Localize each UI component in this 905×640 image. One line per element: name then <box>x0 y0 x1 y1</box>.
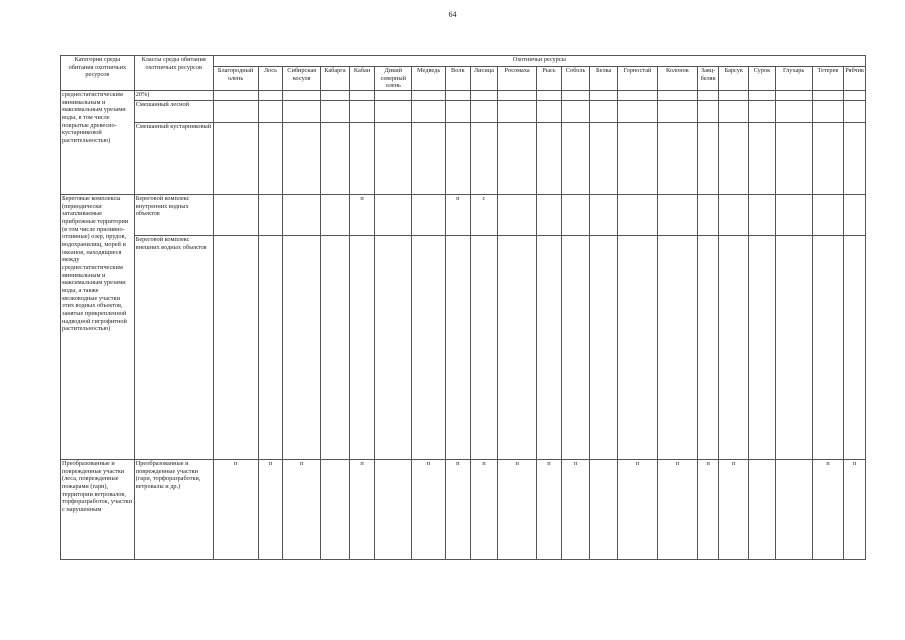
mark-cell <box>213 91 258 101</box>
species-header: Кабарга <box>321 67 350 91</box>
mark-cell <box>749 91 776 101</box>
mark-cell <box>321 460 350 560</box>
mark-cell <box>537 236 562 460</box>
mark-cell <box>812 123 844 195</box>
mark-cell: п <box>412 460 446 560</box>
mark-cell <box>470 91 498 101</box>
mark-cell <box>321 195 350 236</box>
mark-cell <box>498 101 537 123</box>
mark-cell <box>213 236 258 460</box>
species-header: Рысь <box>537 67 562 91</box>
mark-cell <box>775 101 812 123</box>
species-header: Белка <box>590 67 618 91</box>
mark-cell <box>412 195 446 236</box>
mark-cell <box>590 195 618 236</box>
mark-cell <box>258 91 283 101</box>
mark-cell <box>618 91 658 101</box>
mark-cell <box>283 91 321 101</box>
header-class: Классы среды обитания охотничьих ресурсов <box>134 56 213 91</box>
mark-cell <box>375 460 412 560</box>
mark-cell <box>561 236 590 460</box>
mark-cell <box>321 101 350 123</box>
mark-cell <box>719 101 749 123</box>
mark-cell <box>697 236 719 460</box>
mark-cell <box>375 91 412 101</box>
mark-cell <box>412 123 446 195</box>
species-header: Волк <box>446 67 471 91</box>
mark-cell <box>412 236 446 460</box>
mark-cell <box>775 195 812 236</box>
mark-cell <box>561 101 590 123</box>
table-row <box>61 195 866 236</box>
mark-cell <box>446 123 471 195</box>
mark-cell <box>561 195 590 236</box>
table-row <box>61 236 866 460</box>
mark-cell <box>719 195 749 236</box>
mark-cell <box>498 236 537 460</box>
species-header: Глухарь <box>775 67 812 91</box>
mark-cell <box>812 101 844 123</box>
mark-cell <box>749 195 776 236</box>
mark-cell: п <box>213 460 258 560</box>
mark-cell <box>590 123 618 195</box>
mark-cell: п <box>283 460 321 560</box>
mark-cell <box>446 236 471 460</box>
table-row <box>61 123 866 195</box>
mark-cell <box>446 91 471 101</box>
mark-cell <box>349 101 375 123</box>
class-cell: Береговой комплекс внутренних водных объектов <box>134 195 213 236</box>
mark-cell <box>470 101 498 123</box>
mark-cell <box>375 101 412 123</box>
mark-cell <box>349 123 375 195</box>
mark-cell: с <box>470 195 498 236</box>
species-header: Сурок <box>749 67 776 91</box>
mark-cell <box>561 91 590 101</box>
mark-cell <box>618 195 658 236</box>
mark-cell <box>657 101 697 123</box>
mark-cell: п <box>349 195 375 236</box>
mark-cell: п <box>470 460 498 560</box>
mark-cell <box>375 123 412 195</box>
mark-cell: п <box>719 460 749 560</box>
mark-cell: п <box>561 460 590 560</box>
mark-cell <box>258 195 283 236</box>
category-cell: Преобразованные и поврежденные участки (леса, поврежденные пожарами (гари), территории ветровалов, торфоразработок, участки с нарушенным <box>61 460 135 560</box>
class-cell: Смешанный кустарниковый <box>134 123 213 195</box>
mark-cell <box>775 236 812 460</box>
category-cell: среднестатистическим минимальным и максимальным урезами воды, в том числе покрытые древесно-кустарниковой растительностью) <box>61 91 135 195</box>
mark-cell <box>775 460 812 560</box>
mark-cell <box>213 101 258 123</box>
mark-cell <box>618 236 658 460</box>
mark-cell <box>657 195 697 236</box>
mark-cell <box>749 460 776 560</box>
mark-cell: п <box>349 460 375 560</box>
species-header: Росомаха <box>498 67 537 91</box>
mark-cell <box>697 91 719 101</box>
mark-cell <box>844 101 866 123</box>
species-header: Рябчик <box>844 67 866 91</box>
mark-cell <box>213 123 258 195</box>
species-header: Благородный олень <box>213 67 258 91</box>
mark-cell <box>258 123 283 195</box>
mark-cell <box>537 91 562 101</box>
mark-cell <box>498 91 537 101</box>
header-resources-group: Охотничьи ресурсы <box>213 56 865 67</box>
mark-cell <box>618 123 658 195</box>
mark-cell <box>844 123 866 195</box>
species-header: Тетерев <box>812 67 844 91</box>
mark-cell <box>321 123 350 195</box>
mark-cell: п <box>498 460 537 560</box>
table-body <box>61 91 866 560</box>
header-category: Категории среды обитания охотничьих ресурсов <box>61 56 135 91</box>
mark-cell <box>498 123 537 195</box>
mark-cell <box>283 195 321 236</box>
class-cell: Преобразованные и поврежденные участки (гари, торфоразработки, ветровалы и др.) <box>134 460 213 560</box>
mark-cell: п <box>812 460 844 560</box>
species-header: Лось <box>258 67 283 91</box>
class-cell: Береговой комплекс внешних водных объектов <box>134 236 213 460</box>
class-cell: Смешанный лесной <box>134 101 213 123</box>
mark-cell: п <box>446 195 471 236</box>
mark-cell <box>375 195 412 236</box>
mark-cell <box>844 195 866 236</box>
mark-cell <box>590 91 618 101</box>
mark-cell <box>258 236 283 460</box>
mark-cell <box>657 236 697 460</box>
species-header: Горностай <box>618 67 658 91</box>
species-header: Кабан <box>349 67 375 91</box>
mark-cell <box>719 123 749 195</box>
mark-cell <box>697 101 719 123</box>
mark-cell <box>537 123 562 195</box>
mark-cell <box>321 236 350 460</box>
species-header: Колонок <box>657 67 697 91</box>
table-row <box>61 460 866 560</box>
mark-cell <box>283 101 321 123</box>
mark-cell <box>618 101 658 123</box>
page-number: 64 <box>448 10 457 19</box>
mark-cell <box>844 91 866 101</box>
mark-cell: п <box>446 460 471 560</box>
mark-cell <box>590 460 618 560</box>
species-header: Лисица <box>470 67 498 91</box>
mark-cell: п <box>697 460 719 560</box>
mark-cell <box>412 91 446 101</box>
species-header: Медведь <box>412 67 446 91</box>
species-header: Сибирская косуля <box>283 67 321 91</box>
mark-cell: п <box>618 460 658 560</box>
class-cell: 20%) <box>134 91 213 101</box>
mark-cell <box>349 236 375 460</box>
mark-cell <box>537 195 562 236</box>
mark-cell <box>749 123 776 195</box>
mark-cell <box>812 91 844 101</box>
species-header: Соболь <box>561 67 590 91</box>
mark-cell <box>470 236 498 460</box>
mark-cell <box>498 195 537 236</box>
mark-cell: п <box>844 460 866 560</box>
hunting-resources-table <box>60 55 866 560</box>
mark-cell: п <box>657 460 697 560</box>
mark-cell <box>697 195 719 236</box>
mark-cell <box>775 123 812 195</box>
mark-cell <box>844 236 866 460</box>
mark-cell <box>283 236 321 460</box>
mark-cell <box>812 236 844 460</box>
mark-cell <box>258 101 283 123</box>
mark-cell <box>775 91 812 101</box>
category-cell: Береговые комплексы (периодически затапливаемые прибрежные территории (в том числе приливно-отливные) озер, прудов, водохранилищ, морей и океанов, находящиеся между среднестатистическим минимальным и максимальным урезами воды, а также мелководные участки этих водных объектов, занятые прикрепленной надводной гигрофитной растительностью) <box>61 195 135 460</box>
mark-cell <box>749 101 776 123</box>
mark-cell <box>812 195 844 236</box>
mark-cell <box>283 123 321 195</box>
mark-cell <box>412 101 446 123</box>
mark-cell <box>446 101 471 123</box>
header-row-1 <box>61 56 866 67</box>
mark-cell: п <box>537 460 562 560</box>
mark-cell <box>537 101 562 123</box>
mark-cell <box>561 123 590 195</box>
mark-cell: п <box>258 460 283 560</box>
table-row <box>61 101 866 123</box>
mark-cell <box>590 236 618 460</box>
species-header: Дикий северный олень <box>375 67 412 91</box>
mark-cell <box>375 236 412 460</box>
mark-cell <box>590 101 618 123</box>
mark-cell <box>470 123 498 195</box>
mark-cell <box>719 91 749 101</box>
species-header: Заяц-беляк <box>697 67 719 91</box>
table-row <box>61 91 866 101</box>
mark-cell <box>719 236 749 460</box>
mark-cell <box>321 91 350 101</box>
mark-cell <box>657 91 697 101</box>
mark-cell <box>349 91 375 101</box>
mark-cell <box>657 123 697 195</box>
mark-cell <box>697 123 719 195</box>
mark-cell <box>749 236 776 460</box>
mark-cell <box>213 195 258 236</box>
species-header: Барсук <box>719 67 749 91</box>
